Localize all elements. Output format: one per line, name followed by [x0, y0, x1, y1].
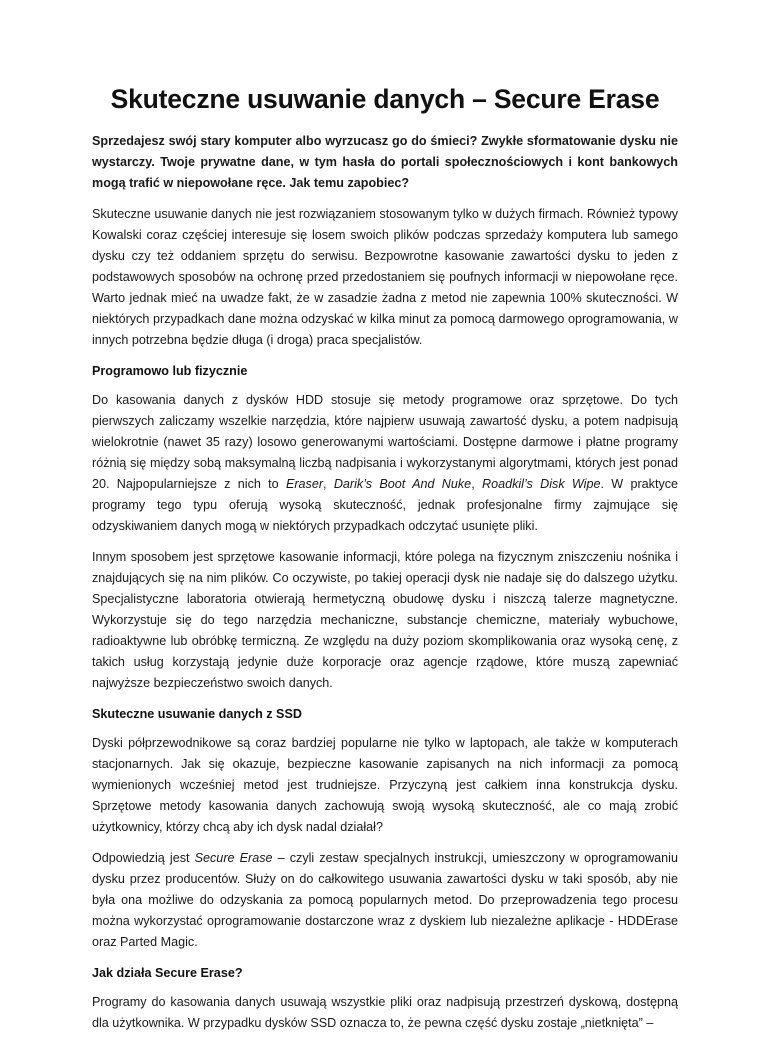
separator: ,: [323, 477, 334, 491]
tool-name-disk-wipe: Roadkil’s Disk Wipe: [481, 477, 601, 491]
separator: ,: [471, 477, 482, 491]
section-heading-secure-erase: Jak działa Secure Erase?: [92, 966, 243, 980]
intro-paragraph: Skuteczne usuwanie danych nie jest rozwiązaniem stosowanym tylko w dużych firmach. Również typowy Kowalski coraz częściej interesuje się losem swoich plików podczas sprzedaży komputera lub samego dysku czy też oddaniem sprzętu do serwisu. Bezpowrotne kasowanie zawartości dysku to jeden z podstawowych sposobów na ochronę przed przedostaniem się poufnych informacji w niepowołane ręce. Warto jednak mieć na uwadze fakt, że w zasadzie żadna z metod nie zapewnia 100% skuteczności. W niektórych przypadkach dane można odzyskać w kilka minut za pomocą darmowego oprogramowania, w innych potrzebna będzie długa (i droga) praca specjalistów.: [92, 207, 678, 347]
section2-paragraph-2: [92, 848, 678, 953]
section-heading-programowo: Programowo lub fizycznie: [92, 364, 248, 378]
section1-paragraph-1: [92, 390, 678, 537]
document-body: [92, 82, 678, 1044]
section1-text-a: Do kasowania danych z dysków HDD stosuje się metody programowe oraz sprzętowe. Do tych pierwszych zaliczamy wszelkie narzędzia, które najpierw usuwają zawartość dysku, a potem nadpisują wielokrotnie (nawet 35 razy) losowo generowanymi wartościami. Dostępne darmowe i płatne programy różnią się między sobą maksymalną liczbą nadpisania i wykorzystanymi algorytmami, których jest ponad 20. Najpopularniejsze z nich to: [92, 393, 678, 491]
section2-text-b: – czyli zestaw specjalnych instrukcji, umieszczony w oprogramowaniu dysku przez producentów. Służy on do całkowitego usuwania zawartości dysku w taki sposób, aby nie była ona możliwe do odzyskania za pomocą popularnych metod. Do przeprowadzenia tego procesu można wykorzystać oprogramowanie dostarczone wraz z dyskiem lub niezależne aplikacje - HDDErase oraz Parted Magic.: [92, 851, 678, 949]
section2-text-a: Odpowiedzią jest: [92, 851, 195, 865]
lead-paragraph: Sprzedajesz swój stary komputer albo wyrzucasz go do śmieci? Zwykłe sformatowanie dysku nie wystarczy. Twoje prywatne dane, w tym hasła do portali społecznościowych i kont bankowych mogą trafić w niepowołane ręce. Jak temu zapobiec?: [92, 134, 678, 190]
secure-erase-term: Secure Erase: [194, 851, 273, 865]
tool-name-eraser: Eraser: [285, 477, 324, 491]
tool-name-dban: Darik’s Boot And Nuke: [333, 477, 472, 491]
section3-paragraph-1: Programy do kasowania danych usuwają wszystkie pliki oraz nadpisują przestrzeń dyskową, dostępną dla użytkownika. W przypadku dysków SSD oznacza to, że pewna część dysku zostaje „nietknięta” –: [92, 995, 678, 1030]
section-heading-ssd: Skuteczne usuwanie danych z SSD: [92, 707, 302, 721]
document-title: Skuteczne usuwanie danych – Secure Erase: [110, 84, 660, 114]
section2-paragraph-1: Dyski półprzewodnikowe są coraz bardziej popularne nie tylko w laptopach, ale także w komputerach stacjonarnych. Jak się okazuje, bezpieczne kasowanie zapisanych na nich informacji za pomocą wymienionych wcześniej metod jest trudniejsze. Przyczyną jest całkiem inna konstrukcja dysku. Sprzętowe metody kasowania danych zachowują swoją wysoką skuteczność, ale co mają zrobić użytkownicy, którzy chcą aby ich dysk nadal działał?: [92, 736, 678, 834]
section1-paragraph-2: Innym sposobem jest sprzętowe kasowanie informacji, które polega na fizycznym zniszczeniu nośnika i znajdujących się na nim plików. Co oczywiste, po takiej operacji dysk nie nadaje się do dalszego użytku. Specjalistyczne laboratoria otwierają hermetyczną obudowę dysku i niszczą talerze magnetyczne. Wykorzystuje się do tego narzędzia mechaniczne, substancje chemiczne, materiały wybuchowe, radioaktywne lub obróbkę termiczną. Ze względu na duży poziom skomplikowania oraz wysoką cenę, z takich usług korzystają jedynie duże korporacje oraz agencje rządowe, które muszą zapewniać najwyższe bezpieczeństwo swoich danych.: [92, 550, 678, 690]
section1-text-b: . W praktyce programy tego typu oferują wysoką skuteczność, jednak profesjonalne firmy zajmujące się odzyskiwaniem danych mogą w niektórych przypadkach odczytać usunięte pliki.: [92, 477, 679, 533]
